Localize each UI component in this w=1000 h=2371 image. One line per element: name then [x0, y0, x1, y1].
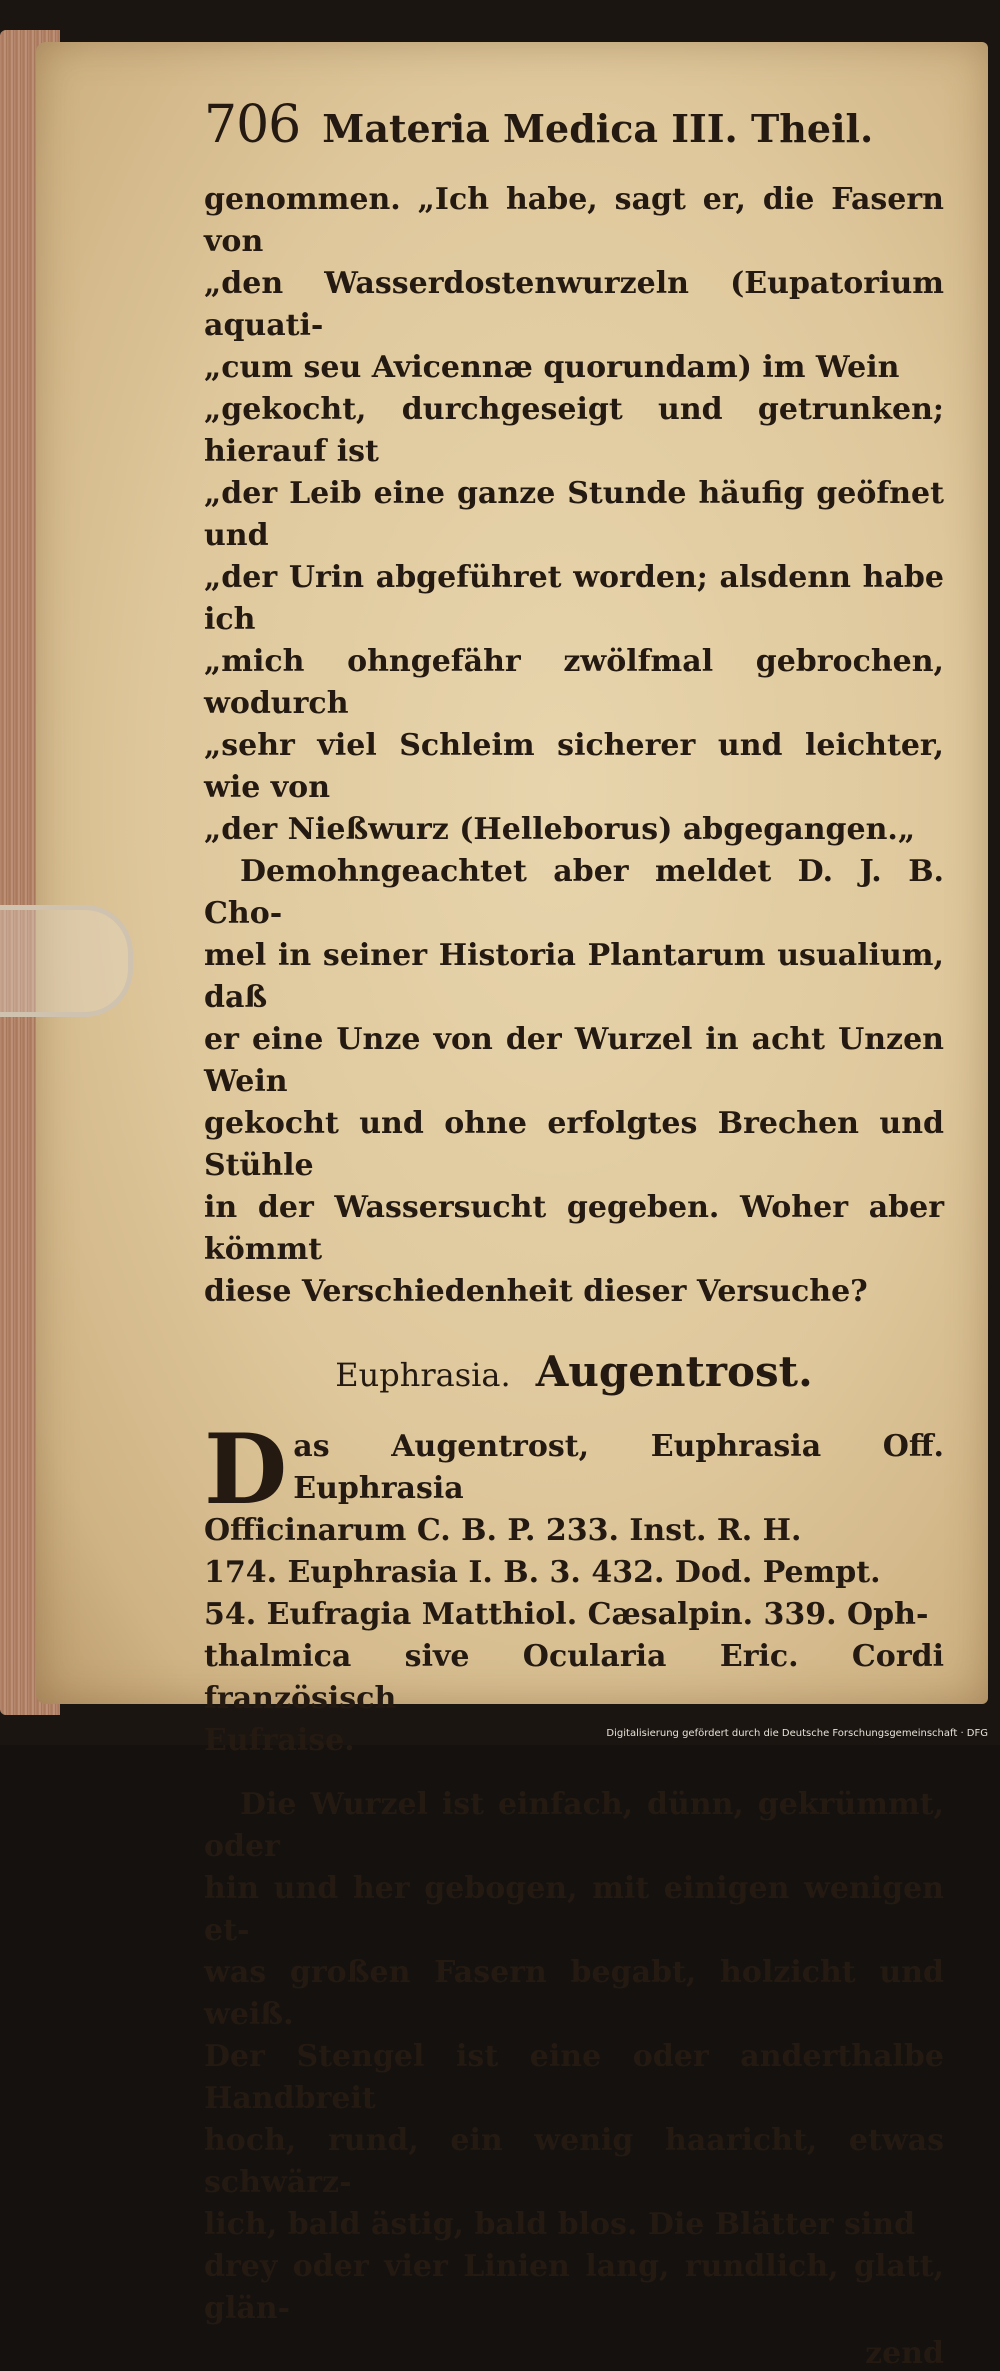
text-line: 54. Eufragia Matthiol. Cæsalpin. 339. Oph- — [204, 1597, 929, 1632]
text-line: „sehr viel Schleim sicherer und leichter, wie von — [204, 728, 944, 805]
text-line: diese Verschiedenheit dieser Versuche? — [204, 1274, 868, 1309]
text-line: drey oder vier Linien lang, rundlich, glatt, glän- — [204, 2249, 944, 2326]
text-line: 174. Euphrasia I. B. 3. 432. Dod. Pempt. — [204, 1555, 881, 1590]
text-line: Eufraise. — [204, 1723, 355, 1758]
text-line: „der Leib eine ganze Stunde häufig geöfnet und — [204, 476, 944, 553]
synonym-paragraph — [204, 1413, 944, 1762]
text-line: thalmica sive Ocularia Eric. Cordi französisch — [204, 1639, 944, 1716]
running-head: Materia Medica III. Theil. — [322, 106, 874, 151]
text-line: Die Wurzel ist einfach, dünn, gekrümmt, oder — [204, 1787, 944, 1864]
paragraph-2 — [204, 851, 944, 1313]
text-line: was großen Fasern begabt, holzicht und weiß. — [204, 1955, 944, 2032]
text-line: genommen. „Ich habe, sagt er, die Fasern von — [204, 182, 944, 259]
text-line: as Augentrost, Euphrasia Off. Euphrasia — [293, 1429, 944, 1506]
text-line: hoch, rund, ein wenig haaricht, etwas schwärz- — [204, 2123, 944, 2200]
drop-cap: D — [204, 1413, 288, 1526]
catchword: zend — [865, 2336, 944, 2371]
page-header — [204, 95, 944, 155]
page-clip — [0, 905, 133, 1017]
text-line: „der Urin abgeführet worden; alsdenn habe ich — [204, 560, 944, 637]
paragraph-1 — [204, 179, 944, 851]
text-line: hin und her gebogen, mit einigen wenigen et- — [204, 1871, 944, 1948]
text-line: er eine Unze von der Wurzel in acht Unzen Wein — [204, 1022, 944, 1099]
section-heading — [204, 1347, 944, 1396]
section-latin-title: Euphrasia. — [335, 1356, 511, 1394]
text-line: „den Wasserdostenwurzeln (Eupatorium aquati- — [204, 266, 944, 343]
text-line: gekocht und ohne erfolgtes Brechen und Stühle — [204, 1106, 944, 1183]
section-german-title: Augentrost. — [535, 1347, 813, 1396]
paragraph-gap — [204, 1762, 944, 1784]
text-line: „der Nießwurz (Helleborus) abgegangen.„ — [204, 812, 916, 847]
text-line: Officinarum C. B. P. 233. Inst. R. H. — [204, 1513, 802, 1548]
page-text — [204, 95, 944, 2371]
page-number: 706 — [204, 95, 301, 155]
text-line: Demohngeachtet aber meldet D. J. B. Cho- — [204, 854, 944, 931]
text-line: Der Stengel ist eine oder anderthalbe Handbreit — [204, 2039, 944, 2116]
text-line: mel in seiner Historia Plantarum usualium, daß — [204, 938, 944, 1015]
digitization-credit: Digitalisierung gefördert durch die Deutsche Forschungsgemeinschaft · DFG — [600, 1726, 994, 1741]
text-line: „cum seu Avicennæ quorundam) im Wein — [204, 350, 900, 385]
description-paragraph — [204, 1784, 944, 2330]
text-line: in der Wassersucht gegeben. Woher aber kömmt — [204, 1190, 944, 1267]
text-line: „mich ohngefähr zwölfmal gebrochen, wodurch — [204, 644, 944, 721]
text-line: „gekocht, durchgeseigt und getrunken; hierauf ist — [204, 392, 944, 469]
text-line: lich, bald ästig, bald blos. Die Blätter sind — [204, 2207, 916, 2242]
